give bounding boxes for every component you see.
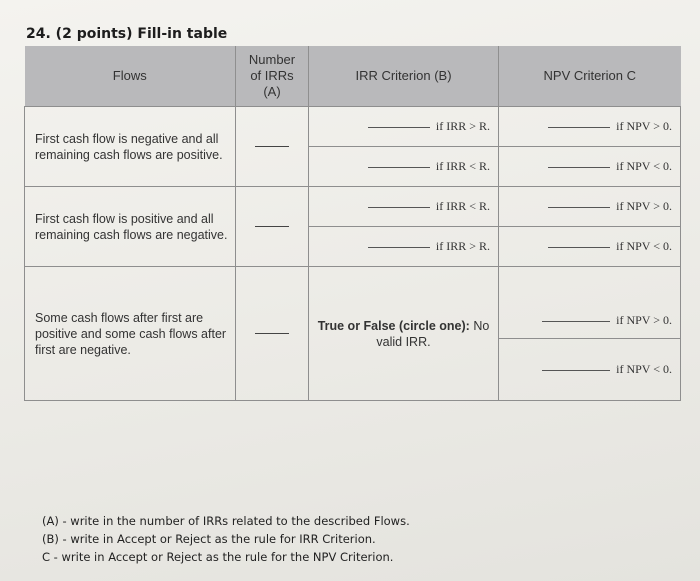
irr-count-answer-blank[interactable] [236, 187, 309, 267]
npv-rule-answer[interactable]: if NPV > 0. [499, 267, 681, 339]
true-false-circle-one[interactable]: True or False (circle one): No valid IRR. [309, 267, 499, 401]
table-row [25, 267, 681, 339]
irr-count-answer-blank[interactable] [236, 267, 309, 401]
irr-count-answer-blank[interactable] [236, 107, 309, 187]
header-flows: Flows [25, 46, 236, 107]
legend-line-a: (A) - write in the number of IRRs related to the described Flows. [42, 514, 410, 528]
flows-description: First cash flow is positive and all remaining cash flows are negative. [25, 187, 236, 267]
irr-rule-answer[interactable]: if IRR < R. [309, 187, 499, 227]
header-npv-criterion: NPV Criterion C [499, 46, 681, 107]
irr-rule-answer[interactable]: if IRR < R. [309, 147, 499, 187]
instructions-legend [42, 512, 410, 566]
header-number-of-irrs: Number of IRRs (A) [236, 46, 309, 107]
table-row [25, 187, 681, 227]
table-row [25, 107, 681, 147]
header-irr-criterion: IRR Criterion (B) [309, 46, 499, 107]
flows-description: First cash flow is negative and all remaining cash flows are positive. [25, 107, 236, 187]
npv-rule-answer[interactable]: if NPV > 0. [499, 187, 681, 227]
question-title: 24. (2 points) Fill-in table [26, 26, 228, 42]
irr-rule-answer[interactable]: if IRR > R. [309, 107, 499, 147]
npv-rule-answer[interactable]: if NPV < 0. [499, 339, 681, 401]
npv-rule-answer[interactable]: if NPV > 0. [499, 107, 681, 147]
legend-line-c: C - write in Accept or Reject as the rule for the NPV Criterion. [42, 550, 394, 564]
table-header-row [25, 46, 681, 107]
npv-rule-answer[interactable]: if NPV < 0. [499, 227, 681, 267]
npv-rule-answer[interactable]: if NPV < 0. [499, 147, 681, 187]
legend-line-b: (B) - write in Accept or Reject as the rule for IRR Criterion. [42, 532, 376, 546]
fill-in-table [24, 46, 681, 401]
flows-description: Some cash flows after first are positive and some cash flows after first are negative. [25, 267, 236, 401]
irr-rule-answer[interactable]: if IRR > R. [309, 227, 499, 267]
